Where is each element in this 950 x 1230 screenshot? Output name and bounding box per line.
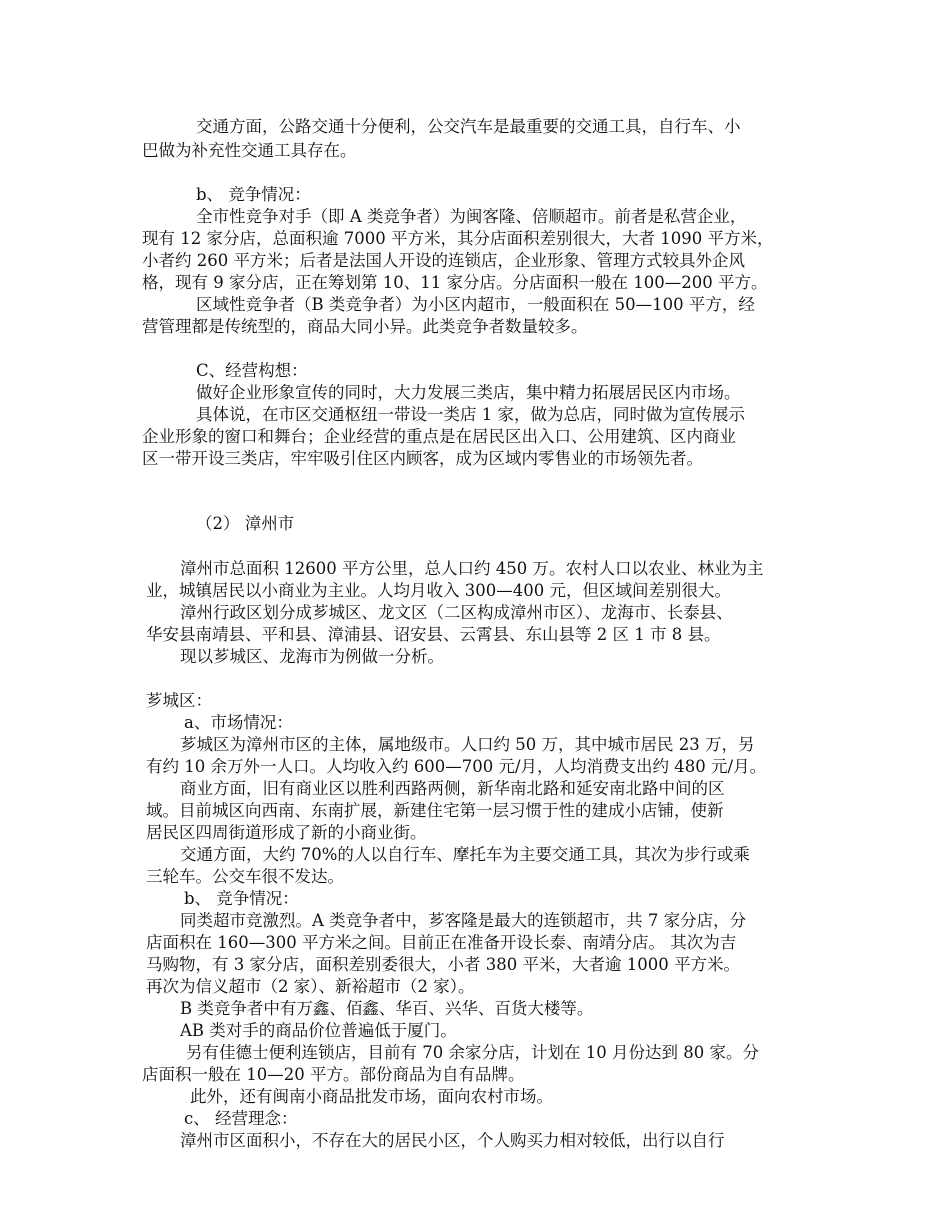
paragraph-line: 马购物，有 3 家分店，面积差别委很大，小者 380 平米，大者逾 1000 平方米。 <box>146 955 740 974</box>
paragraph-line: 居民区四周街道形成了新的小商业街。 <box>146 823 427 842</box>
city-heading: （2） 漳州市 <box>196 514 295 533</box>
section-heading: C、经营构想： <box>196 361 308 380</box>
district-heading: 芗城区： <box>146 691 212 710</box>
section-heading: a、市场情况： <box>184 713 293 732</box>
paragraph-line: B 类竞争者中有万鑫、佰鑫、华百、兴华、百货大楼等。 <box>180 999 594 1018</box>
paragraph-line: AB 类对手的商品价位普遍低于厦门。 <box>180 1021 457 1040</box>
paragraph-line: 有约 10 余万外一人口。人均收入约 600—700 元/月，人均消费支出约 480 元/月。 <box>146 757 767 776</box>
paragraph-line: 芗城区为漳州市区的主体，属地级市。人口约 50 万，其中城市居民 23 万，另 <box>180 735 755 754</box>
paragraph-line: 现有 12 家分店，总面积逾 7000 平方米，其分店面积差别很大，大者 1090 平方米， <box>142 229 774 248</box>
section-heading: b、 竞争情况： <box>184 889 299 908</box>
paragraph-line: 漳州市总面积 12600 平方公里，总人口约 450 万。农村人口以农业、林业为主 <box>180 559 764 578</box>
paragraph-line: 此外，还有闽南小商品批发市场，面向农村市场。 <box>190 1087 553 1106</box>
paragraph-line: 具体说，在市区交通枢纽一带设一类店 1 家，做为总店，同时做为宣传展示 <box>196 405 745 424</box>
paragraph-line: 小者约 260 平方米；后者是法国人开设的连锁店，企业形象、管理方式较具外企风 <box>142 251 745 270</box>
paragraph-line: 商业方面，旧有商业区以胜利西路两侧，新华南北路和延安南北路中间的区 <box>180 779 725 798</box>
paragraph-line: 做好企业形象宣传的同时，大力发展三类店，集中精力拓展居民区内市场。 <box>196 383 741 402</box>
paragraph-line: 全市性竞争对手（即 A 类竞争者）为闽客隆、倍顺超市。前者是私营企业， <box>196 207 747 226</box>
paragraph-line: 交通方面，大约 70%的人以自行车、摩托车为主要交通工具，其次为步行或乘 <box>180 845 750 864</box>
paragraph-line: 营管理都是传统型的，商品大同小异。此类竞争者数量较多。 <box>142 317 588 336</box>
paragraph-line: 区域性竞争者（B 类竞争者）为小区内超市，一般面积在 50—100 平方，经 <box>196 295 755 314</box>
paragraph-line: 再次为信义超市（2 家）、新裕超市（2 家）。 <box>146 977 475 996</box>
paragraph-line: 店面积在 160—300 平方米之间。目前正在准备开设长泰、南靖分店。 其次为吉 <box>146 933 737 952</box>
paragraph-line: 华安县南靖县、平和县、漳浦县、诏安县、云霄县、东山县等 2 区 1 市 8 县。 <box>146 625 721 644</box>
paragraph-line: 漳州行政区划分成芗城区、龙文区（二区构成漳州市区）、龙海市、长泰县、 <box>180 603 733 622</box>
paragraph-line: 巴做为补充性交通工具存在。 <box>142 141 357 160</box>
paragraph-line: 交通方面，公路交通十分便利，公交汽车是最重要的交通工具，自行车、小 <box>196 117 741 136</box>
paragraph-line: 店面积一般在 10—20 平方。部份商品为自有品牌。 <box>142 1065 525 1084</box>
paragraph-line: 域。目前城区向西南、东南扩展，新建住宅第一层习惯于性的建成小店铺，使新 <box>146 801 724 820</box>
paragraph-line: 三轮车。公交车很不发达。 <box>146 867 344 886</box>
paragraph-line: 格，现有 9 家分店，正在筹划第 10、11 家分店。分店面积一般在 100—200 平方。 <box>142 273 768 292</box>
paragraph-line: 企业形象的窗口和舞台；企业经营的重点是在居民区出入口、公用建筑、区内商业 <box>142 427 736 446</box>
paragraph-line: 业，城镇居民以小商业为主业。人均月收入 300—400 元，但区域间差别很大。 <box>146 581 731 600</box>
paragraph-line: 同类超市竞激烈。A 类竞争者中，芗客隆是最大的连锁超市，共 7 家分店，分 <box>180 911 747 930</box>
paragraph-line: 区一带开设三类店，牢牢吸引住区内顾客，成为区域内零售业的市场领先者。 <box>142 449 703 468</box>
paragraph-line: 漳州市区面积小，不存在大的居民小区，个人购买力相对较低，出行以自行 <box>180 1131 725 1150</box>
section-heading: b、 竞争情况： <box>196 185 311 204</box>
paragraph-line: 现以芗城区、龙海市为例做一分析。 <box>180 647 444 666</box>
paragraph-line: 另有佳德士便利连锁店，目前有 70 余家分店，计划在 10 月份达到 80 家。分 <box>186 1043 759 1062</box>
section-heading: c、 经营理念： <box>184 1109 298 1128</box>
